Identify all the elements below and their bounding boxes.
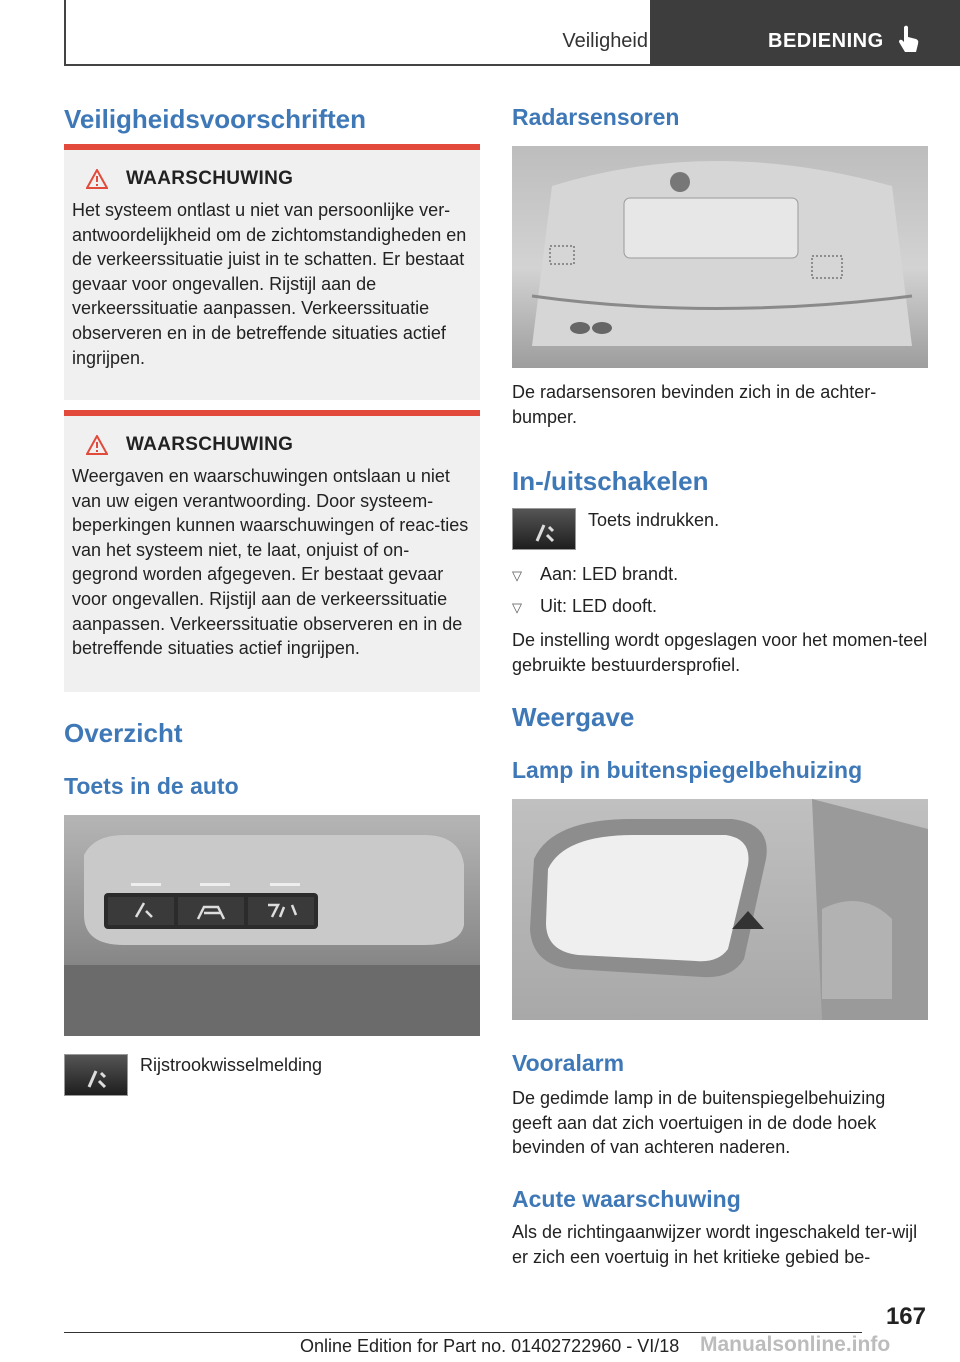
prealarm-heading: Vooralarm [512, 1050, 625, 1076]
header-rule-bottom [64, 64, 650, 66]
lane-change-button-icon [512, 508, 576, 550]
header-tab-label: BEDIENING [768, 30, 884, 52]
page-title: Veiligheidsvoorschriften [64, 104, 366, 134]
mirror-photo [512, 799, 928, 1020]
bullet-on [512, 564, 678, 585]
page-number: 167 [885, 1303, 926, 1330]
header-rule-left [64, 0, 66, 66]
button-heading: Toets in de auto [64, 773, 239, 799]
header-tab [650, 0, 960, 66]
radar-text: De radarsensoren bevinden zich in de achter-bumper. [512, 382, 877, 427]
warning-box-1 [64, 144, 480, 400]
lamp-heading: Lamp in buitenspiegelbehuizing [512, 757, 863, 783]
watermark: Manualsonline.info [700, 1333, 891, 1356]
warning-title: WAARSCHUWING [126, 434, 294, 455]
car-rear-photo [512, 146, 928, 368]
prealarm-text: De gedimde lamp in de buitenspiegelbehuizing geeft aan dat zich voertuigen in de dode hoek bevinden of van achteren naderen. [512, 1088, 886, 1158]
triangle-bullet-icon: ▽ [512, 568, 522, 583]
button-panel-photo [64, 815, 480, 1036]
bullet-text: Aan: LED brandt. [540, 564, 679, 584]
warning-box-2 [64, 410, 480, 692]
warning-text: Het systeem ontlast u niet van persoonlijke ver-antwoordelijkheid om de zichtomstandigheden en de verkeerssituatie juist in te schatten. Er bestaat gevaar voor ongevallen. Rijstijl aan de verkeerssituatie aanpassen. Verkeerssituatie observeren en in de betreffende situaties actief ingrijpen. [72, 200, 467, 368]
acute-heading: Acute waarschuwing [512, 1186, 741, 1212]
triangle-bullet-icon: ▽ [512, 600, 522, 615]
radar-heading: Radarsensoren [512, 104, 680, 130]
lane-change-button-icon [64, 1054, 128, 1096]
warning-triangle-icon [86, 435, 108, 455]
overview-heading: Overzicht [64, 718, 183, 748]
warning-triangle-icon [86, 169, 108, 189]
bullet-off [512, 596, 657, 617]
switch-heading: In-/uitschakelen [512, 466, 709, 496]
switch-note: De instelling wordt opgeslagen voor het momen-teel gebruikte bestuurdersprofiel. [512, 630, 928, 675]
acute-text: Als de richtingaanwijzer wordt ingeschakeld ter-wijl er zich een voertuig in het kritieke gebied be- [512, 1222, 918, 1267]
bullet-text: Uit: LED dooft. [540, 596, 658, 616]
warning-title: WAARSCHUWING [126, 168, 294, 189]
button-label: Rijstrookwisselmelding [140, 1055, 323, 1075]
display-heading: Weergave [512, 702, 635, 732]
warning-text: Weergaven en waarschuwingen ontslaan u niet van uw eigen verantwoording. Door systeem-beperkingen kunnen waarschuwingen of reac-ties van het systeem niet, te laat, onjuist of on-gegrond worden afgegeven. Er bestaat gevaar voor ongevallen. Rijstijl aan de verkeerssituatie aanpassen. Verkeerssituatie observeren en in de betreffende situaties actief ingrijpen. [72, 466, 469, 659]
switch-text: Toets indrukken. [588, 510, 720, 530]
edition-text: Online Edition for Part no. 01402722960 - VI/18 [300, 1336, 680, 1356]
pointing-hand-icon [896, 24, 920, 56]
header-section: Veiligheid [562, 30, 648, 52]
